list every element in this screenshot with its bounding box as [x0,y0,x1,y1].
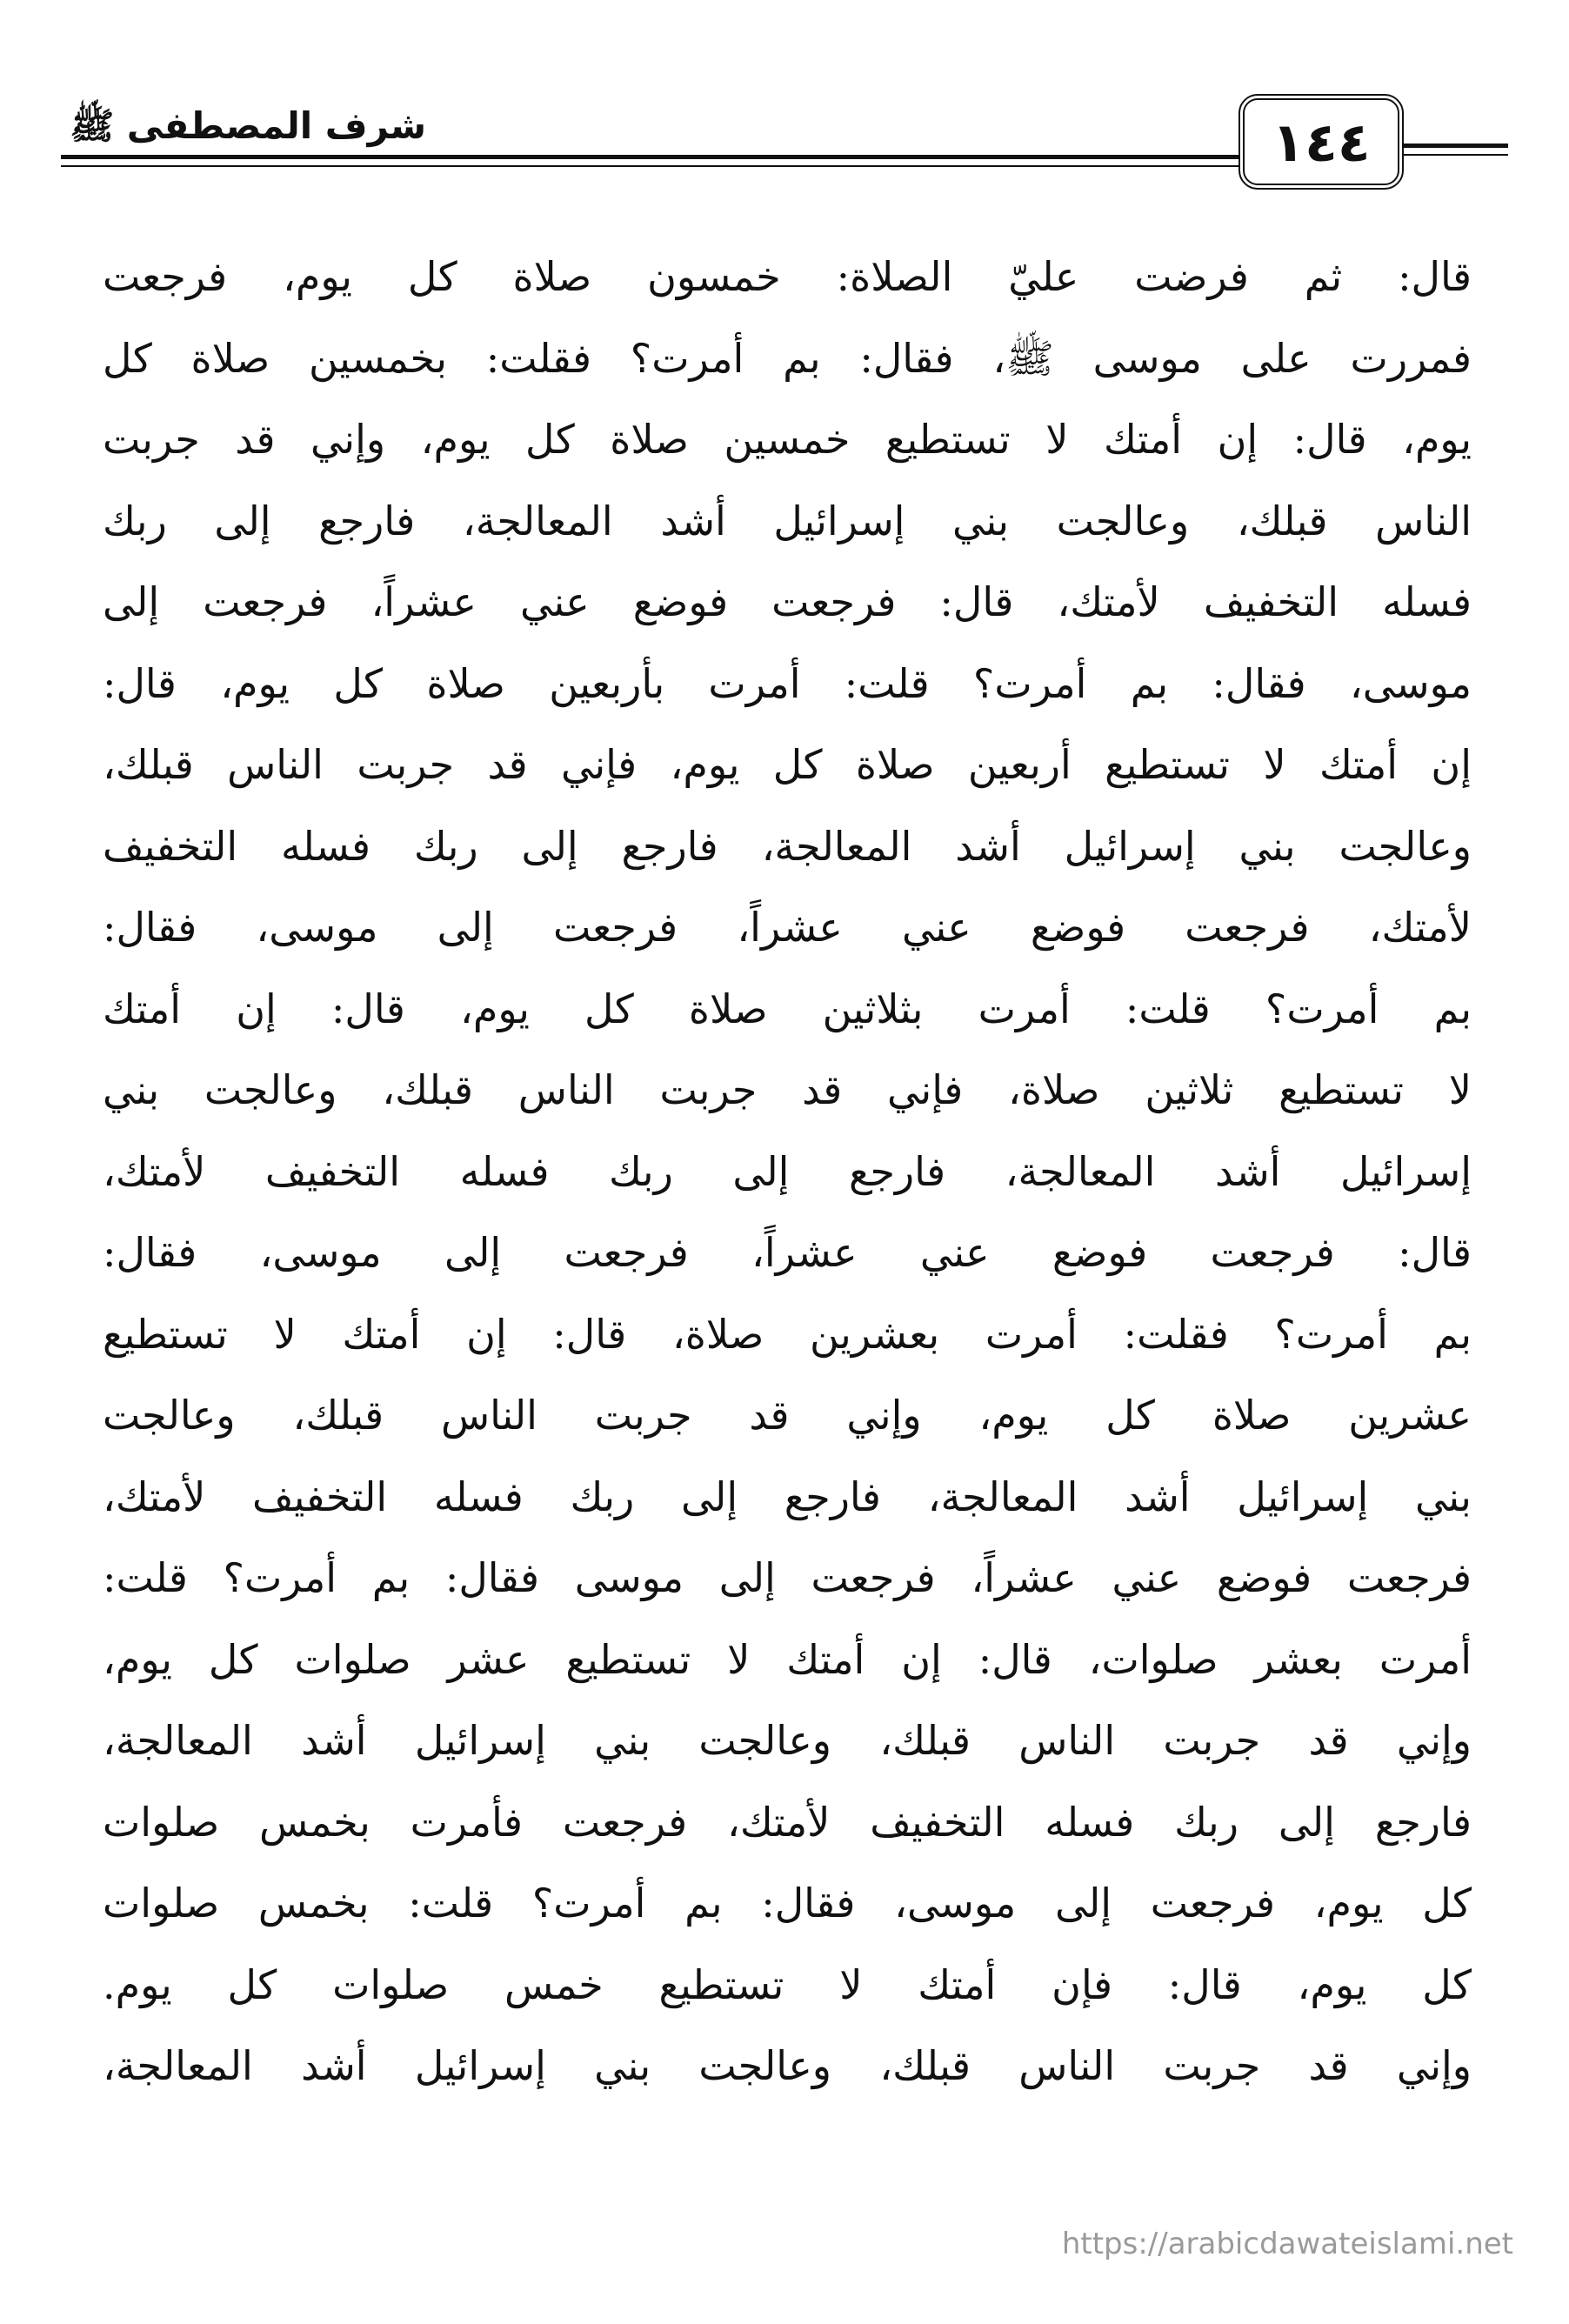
text-line: فرجعت فوضع عني عشراً، فرجعت إلى موسى فقال: بم أمرت؟ قلت: [103,1554,1472,1601]
running-title: شرف المصطفى ﷺ [70,104,426,147]
page-number: ١٤٤ [1239,94,1404,190]
text-line: وإني قد جربت الناس قبلك، وعالجت بني إسرائيل أشد المعالجة، [103,2042,1472,2089]
text-line: بم أمرت؟ فقلت: أمرت بعشرين صلاة، قال: إن أمتك لا تستطيع [103,1310,1472,1358]
text-line: كل يوم، فرجعت إلى موسى، فقال: بم أمرت؟ قلت: بخمس صلوات [103,1880,1472,1927]
text-line: الناس قبلك، وعالجت بني إسرائيل أشد المعالجة، فارجع إلى ربك [103,497,1472,544]
header-rule-right [1404,144,1508,148]
header-rule-right-thin [1404,154,1508,156]
text-line: وإني قد جربت الناس قبلك، وعالجت بني إسرائيل أشد المعالجة، [103,1717,1472,1764]
text-line: إسرائيل أشد المعالجة، فارجع إلى ربك فسله التخفيف لأمتك، [103,1147,1472,1195]
text-line: قال: فرجعت فوضع عني عشراً، فرجعت إلى موسى، فقال: [103,1229,1472,1276]
text-line: وعالجت بني إسرائيل أشد المعالجة، فارجع إلى ربك فسله التخفيف [103,822,1472,870]
text-line: أمرت بعشر صلوات، قال: إن أمتك لا تستطيع عشر صلوات كل يوم، [103,1635,1472,1683]
text-line: موسى، فقال: بم أمرت؟ قلت: أمرت بأربعين صلاة كل يوم، قال: [103,659,1472,707]
page-header [0,0,1569,209]
text-line: بم أمرت؟ قلت: أمرت بثلاثين صلاة كل يوم، قال: إن أمتك [103,985,1472,1032]
text-line: عشرين صلاة كل يوم، وإني قد جربت الناس قبلك، وعالجت [103,1392,1472,1439]
text-line: فمررت على موسى ﷺ، فقال: بم أمرت؟ فقلت: بخمسين صلاة كل [103,334,1472,382]
watermark-url: https://arabicdawateislami.net [1061,2227,1513,2261]
text-line: لأمتك، فرجعت فوضع عني عشراً، فرجعت إلى موسى، فقال: [103,904,1472,951]
text-line: كل يوم، قال: فإن أمتك لا تستطيع خمس صلوات كل يوم. [103,1960,1472,2008]
text-line: يوم، قال: إن أمتك لا تستطيع خمسين صلاة كل يوم، وإني قد جربت [103,416,1472,463]
text-line: لا تستطيع ثلاثين صلاة، فإني قد جربت الناس قبلك، وعالجت بني [103,1066,1472,1113]
header-rule-left-thin [61,165,1239,167]
body-text [103,237,1472,2107]
text-line: إن أمتك لا تستطيع أربعين صلاة كل يوم، فإني قد جربت الناس قبلك، [103,741,1472,788]
text-line: فسله التخفيف لأمتك، قال: فرجعت فوضع عني عشراً، فرجعت إلى [103,578,1472,625]
header-rule-left [61,155,1239,159]
text-line: بني إسرائيل أشد المعالجة، فارجع إلى ربك فسله التخفيف لأمتك، [103,1473,1472,1520]
text-line: فارجع إلى ربك فسله التخفيف لأمتك، فرجعت فأمرت بخمس صلوات [103,1798,1472,1846]
text-line: قال: ثم فرضت عليّ الصلاة: خمسون صلاة كل يوم، فرجعت [103,253,1472,300]
